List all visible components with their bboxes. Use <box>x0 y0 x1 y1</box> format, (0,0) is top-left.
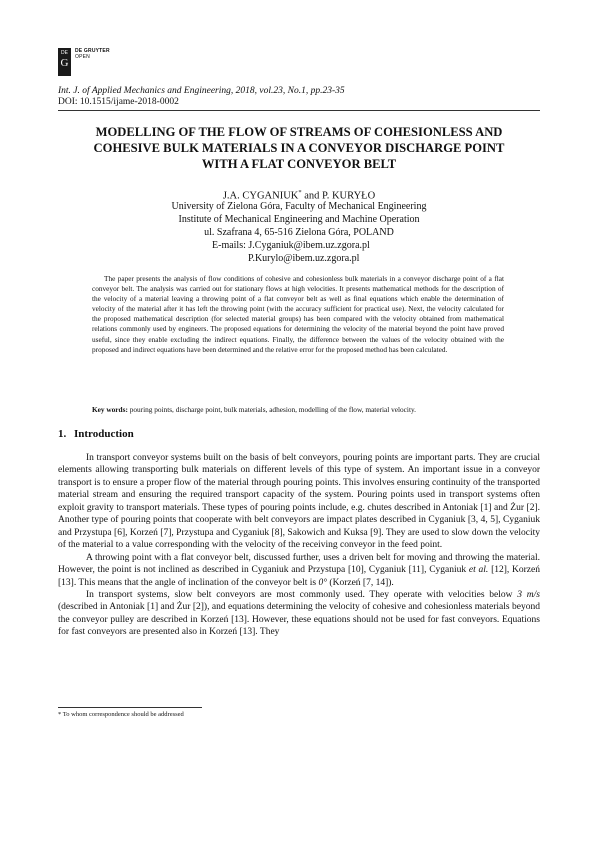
affiliation-line: ul. Szafrana 4, 65-516 Zielona Góra, POLAND <box>204 227 394 239</box>
section-number: 1. <box>58 428 67 440</box>
keywords <box>92 405 504 415</box>
logo-mark-top: DE <box>61 50 68 56</box>
abstract: The paper presents the analysis of flow conditions of cohesive and cohesionless bulk materials in a conveyor discharge point of a flat conveyor belt. The analysis was carried out for stationary flows at high velocities. It presents mathematical methods for the description of the velocity of a material leaving a throwing point of a flat conveyor belt as well as final equations which enable the determination of velocity of the material after it has left the throwing point (with the accuracy sufficient for practical use). Next, the velocity calculated for the proposed mathematical description (for selected material groups) has been compared with the velocity obtained from mathematical relations commonly used by engineers. The proposed equations for determining the velocity of the material beyond the point have proved useful, since they enable excluding the indirect equations. Finally, the difference between the values of the velocity obtained with the proposed and indirect equations have been determined and the relative error for the proposed method has been calculated. <box>92 274 504 354</box>
journal-header <box>58 86 345 108</box>
logo-wordmark <box>75 48 110 60</box>
title-line: MODELLING OF THE FLOW OF STREAMS OF COHESIONLESS AND <box>95 125 503 139</box>
header-rule <box>58 110 540 111</box>
affiliation-line: Institute of Mechanical Engineering and Machine Operation <box>178 214 420 226</box>
logo-mark-bottom: G <box>60 57 69 69</box>
title-line: WITH A FLAT CONVEYOR BELT <box>201 157 397 171</box>
author-name: J.A. CYGANIUK <box>222 190 299 202</box>
publisher-logo <box>58 48 110 76</box>
text-run: et al. <box>468 565 489 576</box>
paragraph: In transport conveyor systems built on the basis of belt conveyors, pouring points are important parts. They are crucial elements allowing transporting bulk materials on different levels of this type of system. An important issue in a conveyor transport is to ensure a proper flow of the material through pouring points. This involves ensuring continuity of the transported material stream and ensuring the required transport capacity of the system. Pouring points used in transport systems often exploit gravity to transport materials. These types of pouring points include, e.g. chutes described in Antoniak [1] and Żur [2]. Another type of pouring points that cooperate with belt conveyors are impact plates described in Cyganiuk [3, 4, 5], Cyganiuk and Przystupa [6], Korzeń [7], Przystupa and Cyganiuk [8], Sakowich and Kuksa [9]. They are used to slow down the velocity of the material to a value corresponding with the velocity of the receiving conveyor in the feed point. <box>58 453 540 551</box>
logo-open-label: OPEN <box>75 54 90 60</box>
corresponding-mark: * <box>298 189 302 196</box>
degruyter-mark <box>58 48 71 76</box>
doi: DOI: 10.1515/ijame-2018-0002 <box>58 97 179 107</box>
author-name: and P. KURYŁO <box>301 190 376 202</box>
text-run: A throwing point with a flat conveyor belt, discussed further, uses a driven belt for moving and throwing the material. However, the point is not inclined as described in Cyganiuk and Przystupa [10], Cyganiuk [11], Cyganiuk <box>58 552 540 576</box>
text-run: (described in Antoniak [1] and Żur [2]), and equations determining the velocity of cohesive and cohesionless materials beyond the conveyor pulley are described in Korzeń [13]. However, these equations should not be used for fast conveyors. Equations for fast conveyors are presented also in Korzeń [13]. They <box>58 602 540 638</box>
affiliation <box>58 200 540 240</box>
journal-citation: Int. J. of Applied Mechanics and Engineering, 2018, vol.23, No.1, pp.23-35 <box>58 86 345 96</box>
section-title: Introduction <box>74 428 134 440</box>
text-run: (Korzeń [7, 14]). <box>327 577 394 588</box>
footnote-rule <box>58 707 202 708</box>
text-run: [12], Korzeń [13]. This means that the angle of inclination of the conveyor belt is <box>58 565 540 588</box>
paragraph <box>58 589 540 639</box>
text-run: 3 m/s <box>517 589 541 600</box>
email-line: P.Kurylo@ibem.uz.zgora.pl <box>248 253 360 265</box>
text-run: 0° <box>318 577 328 588</box>
email-line: E-mails: J.Cyganiuk@ibem.uz.zgora.pl <box>212 240 370 251</box>
footnote: * To whom correspondence should be addressed <box>58 711 184 718</box>
paragraph <box>58 552 540 589</box>
section-heading <box>58 428 134 441</box>
affiliation-line: University of Zielona Góra, Faculty of Mechanical Engineering <box>171 201 427 212</box>
title-line: COHESIVE BULK MATERIALS IN A CONVEYOR DISCHARGE POINT <box>93 141 505 155</box>
emails <box>212 239 370 266</box>
text-run: In transport systems, slow belt conveyors are most commonly used. They operate with velocities below <box>86 589 518 600</box>
logo-publisher-name: DE GRUYTER <box>75 48 110 54</box>
keywords-text: pouring points, discharge point, bulk materials, adhesion, modelling of the flow, material velocity. <box>127 405 416 414</box>
body-text <box>58 452 540 639</box>
keywords-label: Key words: <box>92 405 128 414</box>
paper-title <box>58 124 540 172</box>
